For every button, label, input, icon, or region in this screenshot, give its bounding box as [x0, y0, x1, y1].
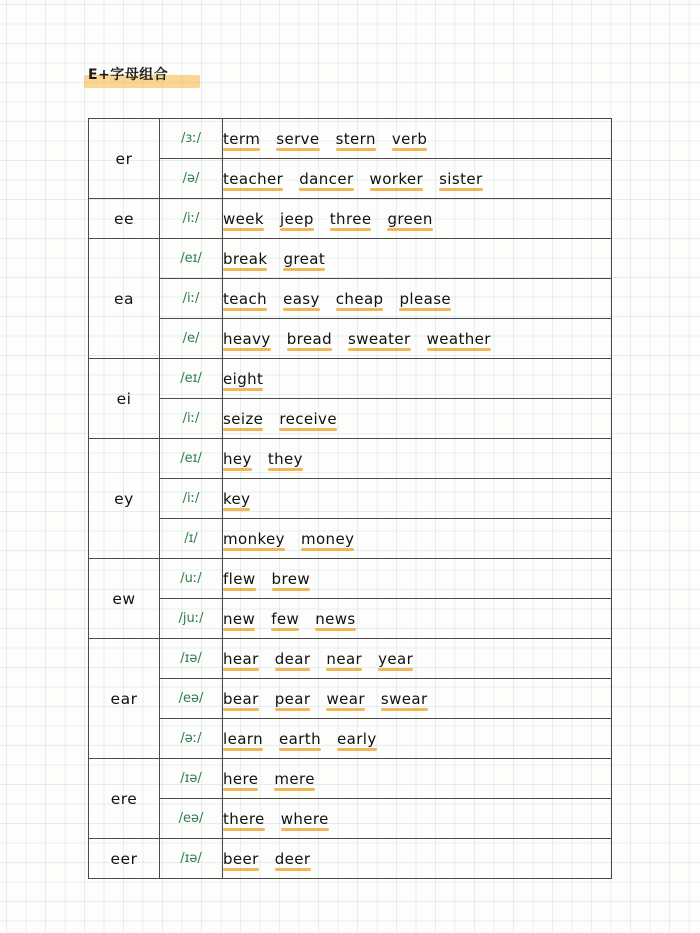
example-word: week: [223, 210, 264, 228]
word-underline: [223, 468, 252, 471]
word-underline: [299, 188, 353, 191]
table-row: [89, 799, 612, 839]
example-word: near: [326, 650, 362, 668]
example-word: term: [223, 130, 260, 148]
phonics-table: [88, 118, 612, 879]
word-examples-cell: [223, 839, 612, 879]
example-word: verb: [392, 130, 427, 148]
word-examples-cell: [223, 199, 612, 239]
page-title-text: E+字母组合: [88, 67, 169, 83]
word-examples-cell: [223, 679, 612, 719]
table-row: [89, 559, 612, 599]
word-underline: [223, 748, 263, 751]
example-word: cheap: [336, 290, 384, 308]
ipa-cell: /uː/: [160, 559, 223, 599]
example-word: seize: [223, 410, 263, 428]
example-word: deer: [275, 850, 311, 868]
example-word: worker: [370, 170, 424, 188]
letter-combination-cell: ere: [89, 759, 160, 839]
letter-combination-cell: ear: [89, 639, 160, 759]
table-row: [89, 439, 612, 479]
ipa-cell: /iː/: [160, 399, 223, 439]
word-underline: [280, 228, 314, 231]
word-underline: [439, 188, 482, 191]
example-word: green: [387, 210, 432, 228]
ipa-cell: /eɪ/: [160, 439, 223, 479]
word-examples-cell: [223, 399, 612, 439]
word-underline: [223, 668, 259, 671]
example-word: teacher: [223, 170, 283, 188]
word-underline: [283, 268, 325, 271]
word-underline: [223, 148, 260, 151]
word-examples-cell: [223, 719, 612, 759]
table-row: [89, 319, 612, 359]
letter-combination-cell: ei: [89, 359, 160, 439]
letter-combination-cell: er: [89, 119, 160, 199]
word-examples-cell: [223, 599, 612, 639]
example-word: there: [223, 810, 265, 828]
letter-combination-cell: ew: [89, 559, 160, 639]
table-row: [89, 119, 612, 159]
example-word: serve: [276, 130, 319, 148]
word-examples-cell: [223, 319, 612, 359]
word-examples-cell: [223, 639, 612, 679]
table-row: [89, 399, 612, 439]
word-underline: [279, 748, 321, 751]
example-word: learn: [223, 730, 263, 748]
word-examples-cell: [223, 119, 612, 159]
table-row: [89, 639, 612, 679]
table-row: [89, 239, 612, 279]
example-word: break: [223, 250, 267, 268]
example-word: they: [268, 450, 303, 468]
word-underline: [337, 748, 377, 751]
example-word: dancer: [299, 170, 353, 188]
example-word: bear: [223, 690, 259, 708]
example-word: pear: [275, 690, 311, 708]
word-underline: [223, 628, 255, 631]
word-underline: [223, 788, 258, 791]
example-word: jeep: [280, 210, 314, 228]
example-word: teach: [223, 290, 267, 308]
example-word: monkey: [223, 530, 285, 548]
example-word: please: [399, 290, 451, 308]
example-word: sister: [439, 170, 482, 188]
word-examples-cell: [223, 479, 612, 519]
word-underline: [223, 868, 259, 871]
example-word: receive: [279, 410, 337, 428]
ipa-cell: /ɪ/: [160, 519, 223, 559]
word-underline: [276, 148, 319, 151]
word-examples-cell: [223, 759, 612, 799]
word-underline: [223, 508, 250, 511]
word-underline: [272, 588, 310, 591]
ipa-cell: /eɪ/: [160, 239, 223, 279]
word-underline: [223, 348, 271, 351]
example-word: few: [271, 610, 299, 628]
word-underline: [223, 828, 265, 831]
word-underline: [336, 308, 384, 311]
example-word: three: [330, 210, 372, 228]
word-underline: [223, 308, 267, 311]
word-examples-cell: [223, 239, 612, 279]
word-underline: [223, 268, 267, 271]
example-word: year: [378, 650, 413, 668]
example-word: hey: [223, 450, 252, 468]
word-underline: [427, 348, 491, 351]
ipa-cell: /ɪə/: [160, 839, 223, 879]
table-row: [89, 359, 612, 399]
example-word: bread: [287, 330, 332, 348]
word-underline: [275, 708, 311, 711]
word-examples-cell: [223, 439, 612, 479]
example-word: mere: [274, 770, 315, 788]
example-word: great: [283, 250, 325, 268]
word-examples-cell: [223, 359, 612, 399]
table-row: [89, 479, 612, 519]
example-word: money: [301, 530, 354, 548]
word-underline: [336, 148, 376, 151]
word-underline: [275, 868, 311, 871]
word-underline: [274, 788, 315, 791]
example-word: news: [315, 610, 355, 628]
table-row: [89, 279, 612, 319]
letter-combination-cell: ea: [89, 239, 160, 359]
ipa-cell: /ɜː/: [160, 119, 223, 159]
word-examples-cell: [223, 799, 612, 839]
word-underline: [223, 588, 256, 591]
ipa-cell: /ə/: [160, 159, 223, 199]
page-title: [88, 64, 168, 84]
example-word: brew: [272, 570, 310, 588]
example-word: wear: [326, 690, 364, 708]
word-underline: [399, 308, 451, 311]
word-underline: [223, 228, 264, 231]
example-word: swear: [381, 690, 428, 708]
example-word: earth: [279, 730, 321, 748]
word-underline: [223, 428, 263, 431]
example-word: weather: [427, 330, 491, 348]
table-row: [89, 679, 612, 719]
word-underline: [275, 668, 311, 671]
word-underline: [301, 548, 354, 551]
word-underline: [326, 708, 364, 711]
table-row: [89, 839, 612, 879]
ipa-cell: /iː/: [160, 479, 223, 519]
example-word: eight: [223, 370, 263, 388]
word-underline: [387, 228, 432, 231]
letter-combination-cell: eer: [89, 839, 160, 879]
word-underline: [283, 308, 320, 311]
word-underline: [279, 428, 337, 431]
table-row: [89, 599, 612, 639]
letter-combination-cell: ee: [89, 199, 160, 239]
table-row: [89, 719, 612, 759]
word-underline: [392, 148, 427, 151]
word-underline: [330, 228, 372, 231]
word-underline: [370, 188, 424, 191]
example-word: dear: [275, 650, 311, 668]
example-word: where: [281, 810, 329, 828]
ipa-cell: /ɪə/: [160, 759, 223, 799]
table-row: [89, 199, 612, 239]
ipa-cell: /e/: [160, 319, 223, 359]
word-examples-cell: [223, 559, 612, 599]
table-row: [89, 759, 612, 799]
table-row: [89, 159, 612, 199]
word-underline: [378, 668, 413, 671]
example-word: early: [337, 730, 377, 748]
example-word: key: [223, 490, 250, 508]
word-underline: [348, 348, 411, 351]
ipa-cell: /ɪə/: [160, 639, 223, 679]
table-row: [89, 519, 612, 559]
word-underline: [287, 348, 332, 351]
ipa-cell: /iː/: [160, 279, 223, 319]
word-underline: [223, 188, 283, 191]
word-underline: [223, 708, 259, 711]
word-underline: [281, 828, 329, 831]
ipa-cell: /eə/: [160, 679, 223, 719]
example-word: flew: [223, 570, 256, 588]
ipa-cell: /eɪ/: [160, 359, 223, 399]
ipa-cell: /iː/: [160, 199, 223, 239]
ipa-cell: /əː/: [160, 719, 223, 759]
word-underline: [223, 388, 263, 391]
word-examples-cell: [223, 519, 612, 559]
example-word: stern: [336, 130, 376, 148]
example-word: here: [223, 770, 258, 788]
example-word: hear: [223, 650, 259, 668]
word-underline: [223, 548, 285, 551]
word-underline: [326, 668, 362, 671]
word-underline: [268, 468, 303, 471]
letter-combination-cell: ey: [89, 439, 160, 559]
example-word: sweater: [348, 330, 411, 348]
example-word: easy: [283, 290, 320, 308]
ipa-cell: /juː/: [160, 599, 223, 639]
ipa-cell: /eə/: [160, 799, 223, 839]
word-underline: [271, 628, 299, 631]
example-word: new: [223, 610, 255, 628]
word-underline: [315, 628, 355, 631]
word-underline: [381, 708, 428, 711]
example-word: beer: [223, 850, 259, 868]
word-examples-cell: [223, 159, 612, 199]
word-examples-cell: [223, 279, 612, 319]
example-word: heavy: [223, 330, 271, 348]
